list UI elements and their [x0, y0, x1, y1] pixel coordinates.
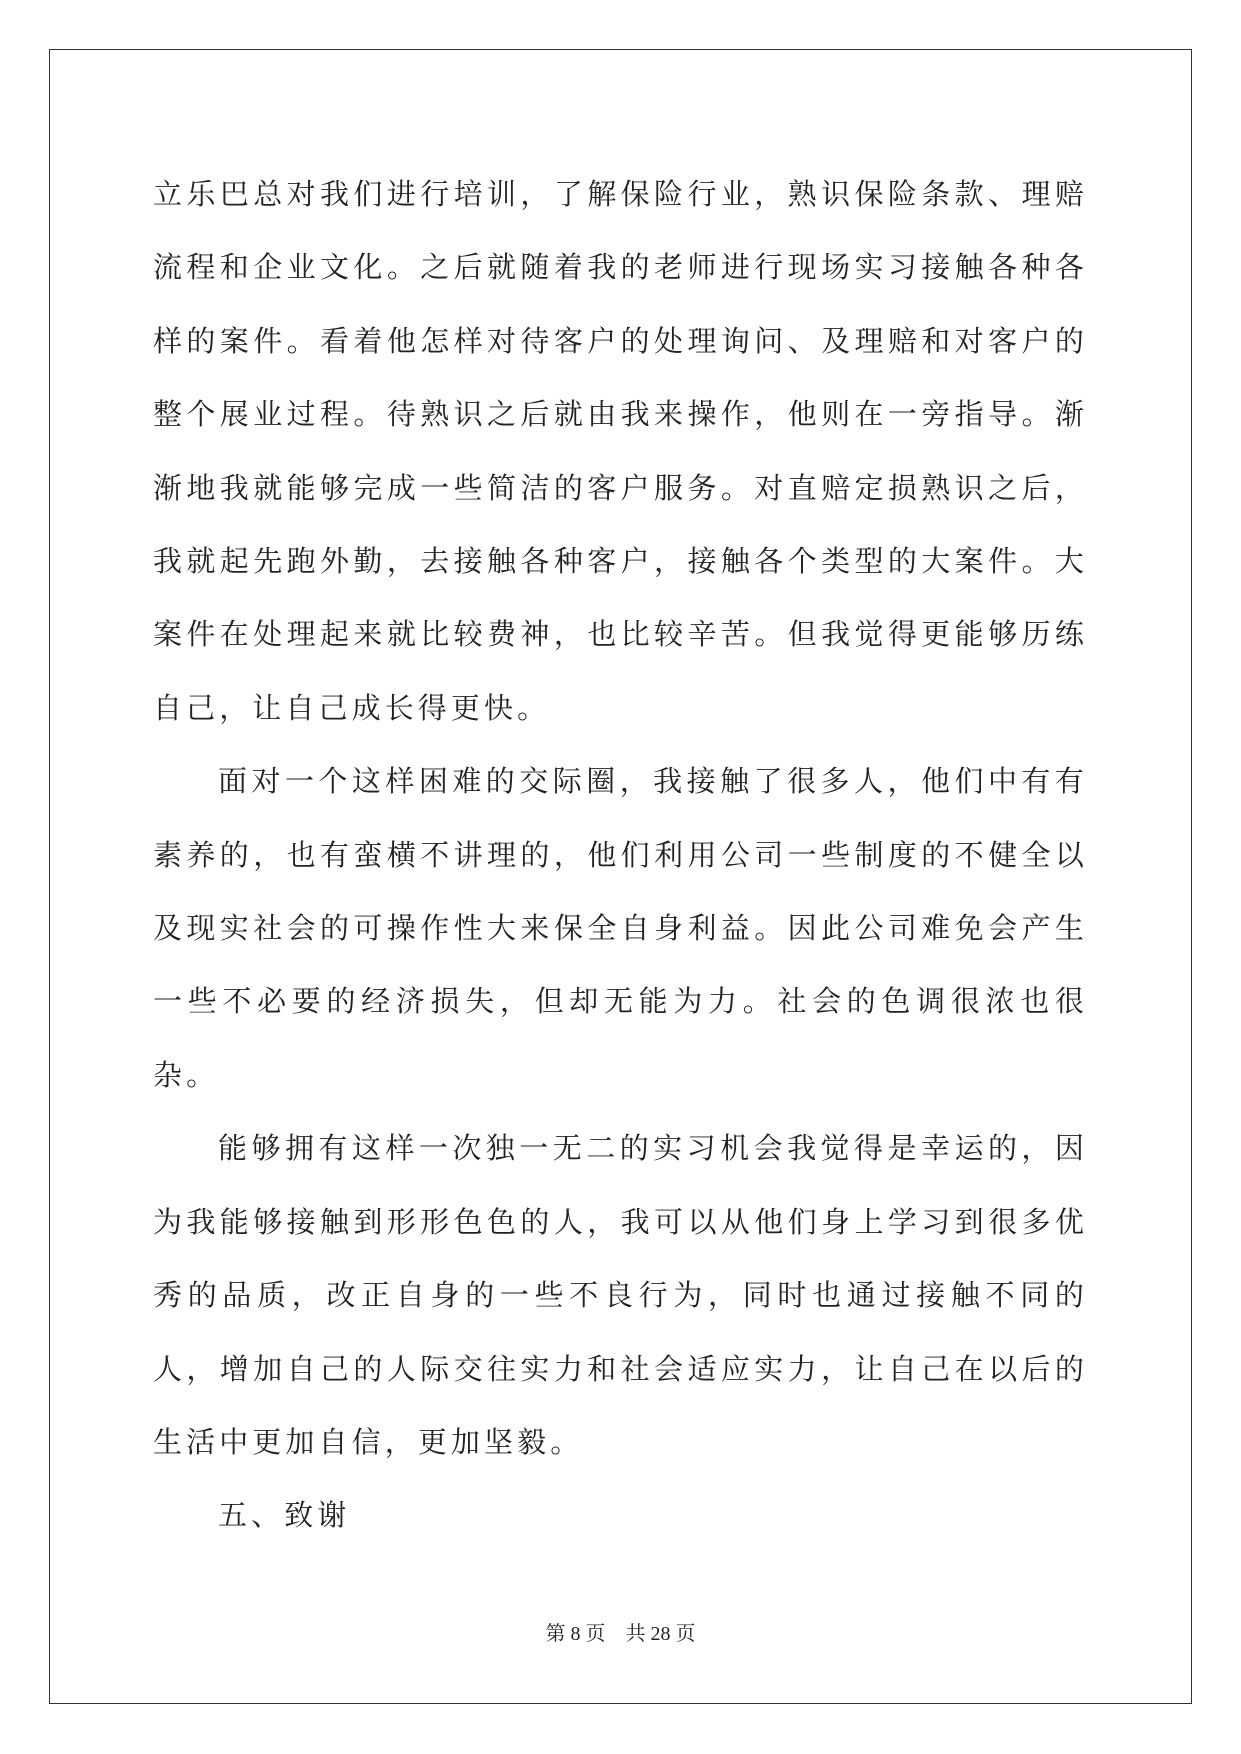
- section-heading-acknowledgements: 五、致谢: [218, 1498, 351, 1533]
- document-body: [153, 158, 1088, 1553]
- paragraph-training: 立乐巴总对我们进行培训，了解保险行业，熟识保险条款、理赔流程和企业文化。之后就随着我的老师进行现场实习接触各种各样的案件。看着他怎样对待客户的处理询问、及理赔和对客户的整个展业过程。待熟识之后就由我来操作，他则在一旁指导。渐渐地我就能够完成一些简洁的客户服务。对直赔定损熟识之后，我就起先跑外勤，去接触各种客户，接触各个类型的大案件。大案件在处理起来就比较费神，也比较辛苦。但我觉得更能够历练自己，让自己成长得更快。: [153, 177, 1088, 725]
- paragraph-social-circle: 面对一个这样困难的交际圈，我接触了很多人，他们中有有素养的，也有蛮横不讲理的，他们利用公司一些制度的不健全以及现实社会的可操作性大来保全自身利益。因此公司难免会产生一些不必要的经济损失，但却无能为力。社会的色调很浓也很杂。: [153, 764, 1088, 1092]
- paragraph-opportunity: 能够拥有这样一次独一无二的实习机会我觉得是幸运的，因为我能够接触到形形色色的人，我可以从他们身上学习到很多优秀的品质，改正自身的一些不良行为，同时也通过接触不同的人，增加自己的人际交往实力和社会适应实力，让自己在以后的生活中更加自信，更加坚毅。: [153, 1131, 1088, 1459]
- page-footer: 第 8 页 共 28 页: [545, 1623, 696, 1645]
